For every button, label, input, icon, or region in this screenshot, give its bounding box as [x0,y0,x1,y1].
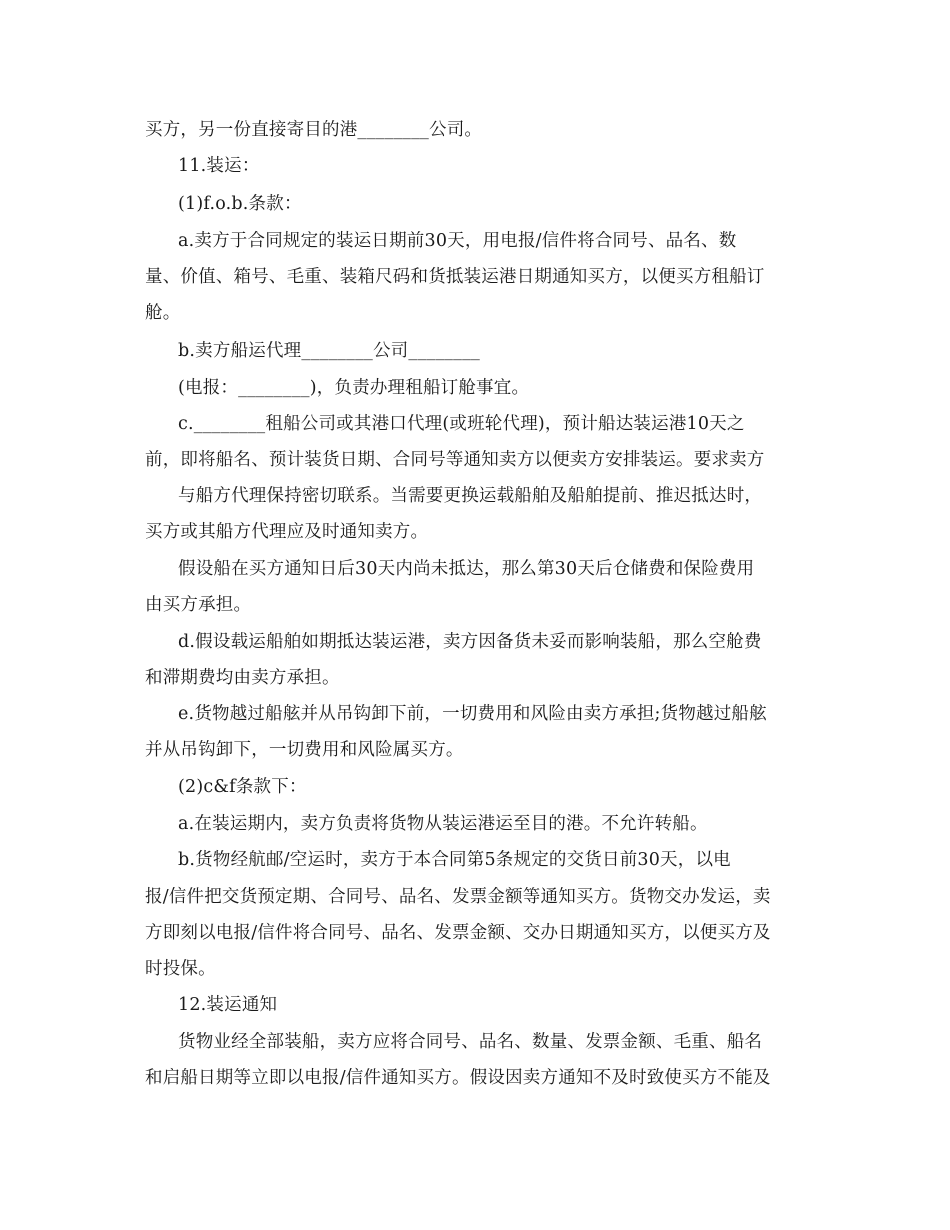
text-line-16: 和滞期费均由卖方承担。 [145,668,340,688]
text-line-15: d.假设载运船舶如期抵达装运港，卖方因备货未妥而影响装船，那么空舱费 [178,632,762,652]
text-line-1: 买方，另一份直接寄目的港________公司。 [145,120,483,140]
section-heading-shipping-notice: 12.装运通知 [178,995,278,1015]
text-line-21: b.货物经航邮/空运时，卖方于本合同第5条规定的交货日前30天，以电 [178,850,731,870]
text-line-12: 买方或其船方代理应及时通知卖方。 [145,522,429,542]
text-line-23: 方即刻以电报/信件将合同号、品名、发票金额、交办日期通知买方，以便买方及 [145,923,771,943]
text-line-20: a.在装运期内，卖方负责将货物从装运港运至目的港。不允许转船。 [178,814,708,834]
text-line-17: e.货物越过船舷并从吊钩卸下前，一切费用和风险由卖方承担;货物越过船舷 [178,704,767,724]
text-line-11: 与船方代理保持密切联系。当需要更换运载船舶及船舶提前、推迟抵达时， [178,486,763,506]
text-line-9: c.________租船公司或其港口代理(或班轮代理)，预计船达装运港10天之 [178,414,745,434]
text-line-13: 假设船在买方通知日后30天内尚未抵达，那么第30天后仓储费和保险费用 [178,559,755,579]
clause-heading-cf: (2)c&f条款下： [178,777,307,797]
text-line-26: 货物业经全部装船，卖方应将合同号、品名、数量、发票金额、毛重、船名 [178,1032,763,1052]
clause-heading-fob: (1)f.o.b.条款： [178,194,302,214]
text-line-7: b.卖方船运代理________公司________ [178,341,480,361]
section-heading-shipment: 11.装运： [178,156,260,176]
text-line-27: 和启船日期等立即以电报/信件通知买方。假设因卖方通知不及时致使买方不能及 [145,1068,771,1088]
text-line-10: 前，即将船名、预计装货日期、合同号等通知卖方以便卖方安排装运。要求卖方 [145,450,765,470]
text-line-8: (电报：________)，负责办理租船订舱事宜。 [178,378,530,398]
text-line-18: 并从吊钩卸下，一切费用和风险属买方。 [145,740,464,760]
text-line-5: 量、价值、箱号、毛重、装箱尺码和货抵装运港日期通知买方，以便买方租船订 [145,267,765,287]
text-line-24: 时投保。 [145,959,216,979]
text-line-4: a.卖方于合同规定的装运日期前30天，用电报/信件将合同号、品名、数 [178,231,737,251]
text-line-6: 舱。 [145,303,181,323]
text-line-22: 报/信件把交货预定期、合同号、品名、发票金额等通知买方。货物交办发运，卖 [145,887,771,907]
text-line-14: 由买方承担。 [145,595,252,615]
